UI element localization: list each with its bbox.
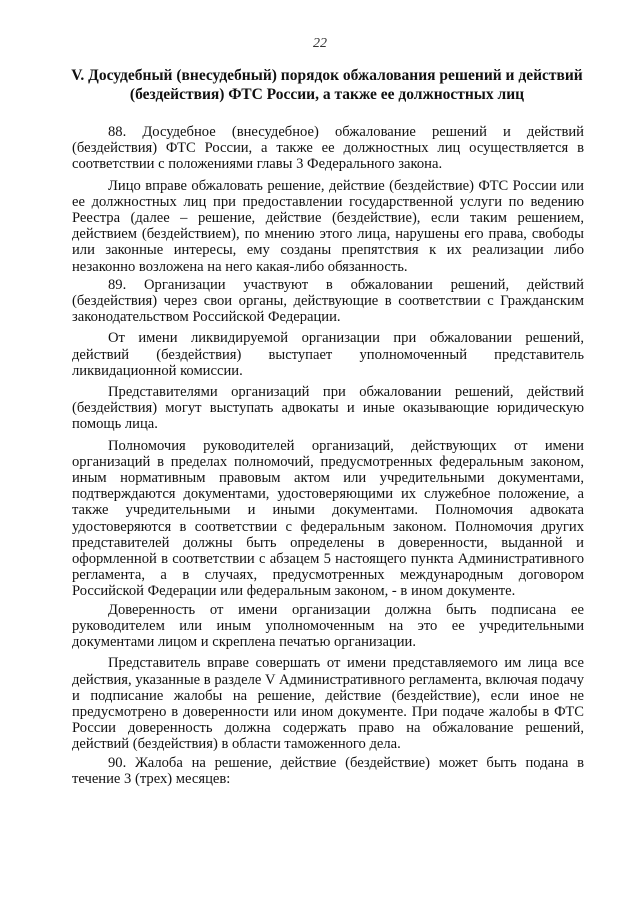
- document-body: [72, 124, 584, 789]
- paragraph-liquidated-org: От имени ликвидируемой организации при обжаловании решений, действий (бездействия) выступает уполномоченный представитель ликвидационной комиссии.: [72, 330, 584, 379]
- paragraph-appeal-right: Лицо вправе обжаловать решение, действие (бездействие) ФТС России или ее должностных лиц при предоставлении государственной услуги по ведению Реестра (далее – решение, действие (бездействие), если таким решением, действием (бездействием), по мнению этого лица, нарушены его права, свободы или законные интересы, ему созданы препятствия к их реализации либо незаконно возложена на него какая-либо обязанность.: [72, 177, 584, 275]
- paragraph-authority: Полномочия руководителей организаций, действующих от имени организаций в пределах полномочий, предусмотренных федеральным законом, иным нормативным правовым актом или учредительными документами, подтверждаются документами, удостоверяющими их служебное положение, а также учредительными и иными документами. Полномочия адвоката удостоверяются в соответствии с федеральным законом. Полномочия других представителей должны быть определены в доверенности, выданной и оформленной в соответствии с абзацем 5 настоящего пункта Административного регламента, а в случаях, предусмотренных международным договором Российской Федерации или федеральным законом, - в ином документе.: [72, 437, 584, 600]
- paragraph-89: 89. Организации участвуют в обжаловании решений, действий (бездействия) через свои органы, действующие в соответствии с Гражданским законодательством Российской Федерации.: [72, 276, 584, 326]
- paragraph-90: 90. Жалоба на решение, действие (бездействие) может быть подана в течение 3 (трех) месяцев:: [72, 754, 584, 787]
- paragraph-power-of-attorney: Доверенность от имени организации должна быть подписана ее руководителем или иным уполномоченным на это ее учредительными документами лицом и скреплена печатью организации.: [72, 601, 584, 651]
- paragraph-88: 88. Досудебное (внесудебное) обжалование решений и действий (бездействия) ФТС России, а также ее должностных лиц осуществляется в соответствии с положениями главы 3 Федерального закона.: [72, 124, 584, 173]
- page-number: 22: [313, 36, 327, 51]
- section-heading: V. Досудебный (внесудебный) порядок обжалования решений и действий (бездействия) ФТС России, а также ее должностных лиц: [71, 67, 583, 103]
- paragraph-representatives: Представителями организаций при обжаловании решений, действий (бездействия) могут выступать адвокаты и иные оказывающие юридическую помощь лица.: [72, 384, 584, 433]
- paragraph-representative-rights: Представитель вправе совершать от имени представляемого им лица все действия, указанные в разделе V Административного регламента, включая подачу и подписание жалобы на решение, действие (бездействие), если иное не предусмотрено в доверенности или ином документе. При подаче жалобы в ФТС России доверенность должна содержать право на обжалование решений, действий (бездействия) в области таможенного дела.: [72, 655, 584, 753]
